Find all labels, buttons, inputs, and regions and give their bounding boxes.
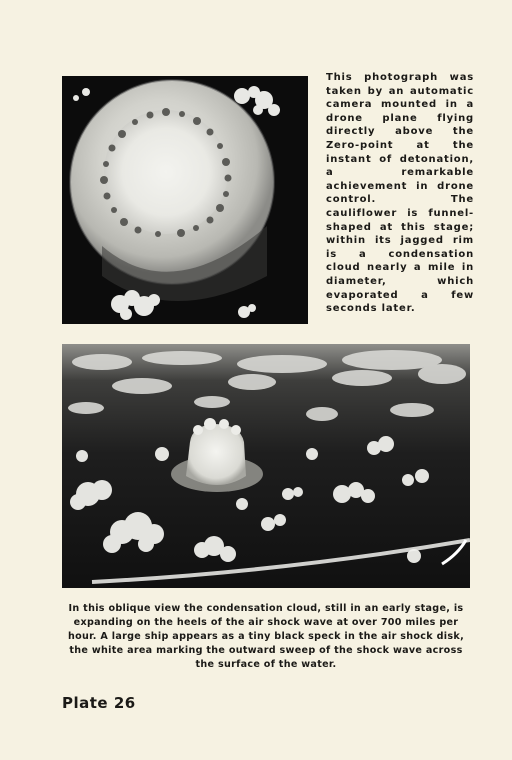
bottom-caption: In this oblique view the condensation cloud, still in an early stage, is expanding on the heels of the air shock wave at over 700 miles per hour. A large ship appears as a tiny black speck in the air shock disk, the white area marking the outward sweep of the shock wave across the surface of the water. — [67, 603, 465, 670]
side-caption: This photograph was taken by an automatic camera mounted in a drone plane flying directly above the Zero-point at the instant of detonation, a remarkable achievement in drone control. The cauliflower is funnel-shaped at this stage; within its jagged rim is a condensation cloud nearly a mile in diameter, which evaporated a few seconds later. — [326, 72, 474, 315]
plate-label: Plate 26 — [62, 694, 136, 712]
aerial-photograph — [62, 76, 308, 324]
oblique-photograph — [62, 344, 470, 588]
